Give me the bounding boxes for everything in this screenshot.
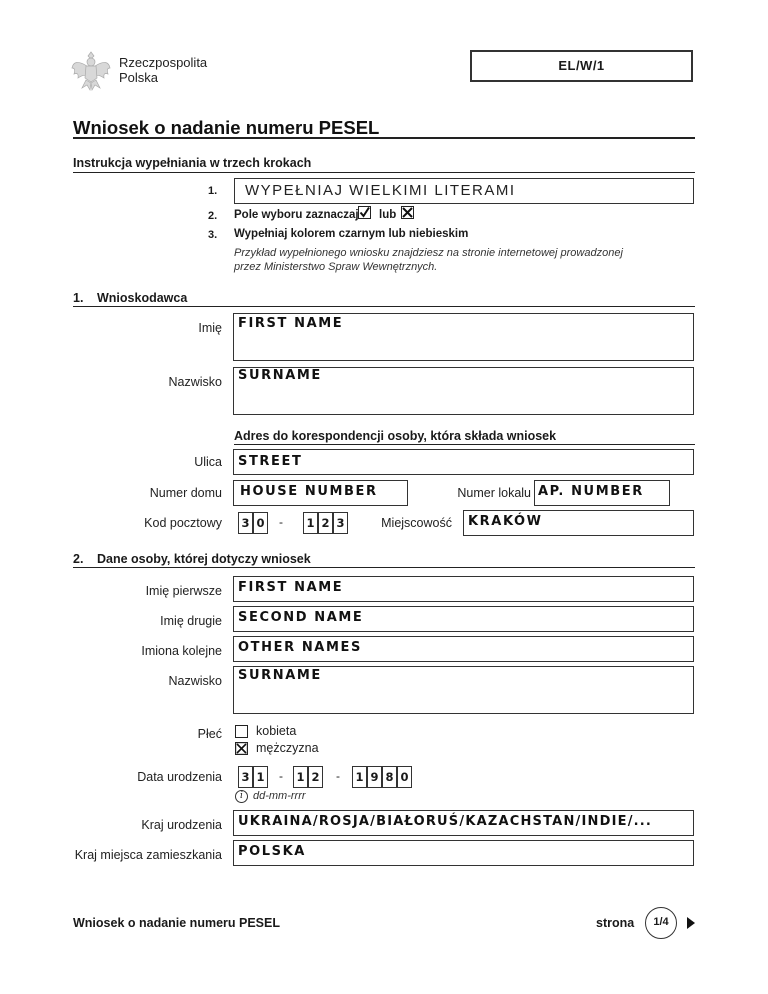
s2-other-names-label: Imiona kolejne — [141, 644, 222, 658]
step-2-text: Pole wyboru zaznaczaj — [234, 209, 359, 221]
house-number-value: HOUSE NUMBER — [240, 484, 378, 499]
dob-digit[interactable]: 3 — [238, 766, 253, 788]
s2-second-name-value: SECOND NAME — [238, 610, 364, 625]
org-name-line2: Polska — [119, 70, 159, 85]
address-heading: Adres do korespondencji osoby, która składa wniosek — [234, 429, 557, 443]
section1-number: 1. — [73, 291, 84, 305]
dob-digit[interactable]: 0 — [397, 766, 412, 788]
dob-hint: dd-mm-rrrr — [253, 790, 306, 802]
sex-label: Płeć — [197, 727, 222, 741]
step-3-text: Wypełniaj kolorem czarnym lub niebieskim — [234, 228, 469, 240]
sex-male-label: mężczyzna — [256, 741, 319, 755]
birth-country-value: UKRAINA/ROSJA/BIAŁORUŚ/KAZACHSTAN/INDIE/... — [238, 814, 653, 829]
postal-digit[interactable]: 3 — [238, 512, 253, 534]
postal-digit[interactable]: 2 — [318, 512, 333, 534]
s2-second-name-label: Imię drugie — [160, 614, 222, 628]
address-rule — [234, 444, 695, 445]
page-word: strona — [596, 916, 635, 930]
eagle-emblem-icon — [70, 48, 112, 92]
page-number-badge — [645, 907, 677, 939]
footer-title: Wniosek o nadanie numeru PESEL — [73, 916, 280, 930]
dob-digit[interactable]: 8 — [382, 766, 397, 788]
postal-code-label: Kod pocztowy — [144, 516, 222, 530]
info-icon-glyph: i — [240, 791, 243, 801]
postal-digit[interactable]: 1 — [303, 512, 318, 534]
section2-rule — [73, 567, 695, 568]
apartment-number-label: Numer lokalu — [457, 486, 531, 500]
dob-label: Data urodzenia — [137, 770, 222, 784]
section2-title: Dane osoby, której dotyczy wniosek — [97, 552, 311, 566]
section2-number: 2. — [73, 552, 84, 566]
step-2-or: lub — [379, 209, 397, 221]
step-1-box — [234, 178, 694, 204]
dob-digit[interactable]: 1 — [293, 766, 308, 788]
s1-surname-label: Nazwisko — [168, 375, 222, 389]
dob-digit[interactable]: 1 — [253, 766, 268, 788]
step-1-number: 1. — [208, 185, 218, 197]
s2-other-names-value: OTHER NAMES — [238, 640, 362, 655]
dob-digit[interactable]: 9 — [367, 766, 382, 788]
cross-example-icon — [401, 206, 414, 219]
instructions-rule — [73, 172, 695, 173]
house-number-label: Numer domu — [149, 486, 222, 500]
s1-surname-value: SURNAME — [238, 368, 322, 383]
org-name-line1: Rzeczpospolita — [119, 55, 208, 70]
street-label: Ulica — [194, 455, 222, 469]
title-rule — [73, 137, 695, 139]
form-code-box — [470, 50, 693, 82]
dob-separator: - — [336, 769, 340, 783]
city-label: Miejscowość — [381, 516, 452, 530]
postal-separator: - — [279, 515, 283, 529]
step-3-number: 3. — [208, 229, 218, 241]
s2-first-name-value: FIRST NAME — [238, 580, 344, 595]
s1-first-name-value: FIRST NAME — [238, 316, 344, 331]
section1-rule — [73, 306, 695, 307]
next-page-arrow-icon[interactable] — [686, 916, 696, 930]
instructions-note-line2: przez Ministerstwo Spraw Wewnętrznych. — [234, 261, 438, 273]
page-number: 1/4 — [653, 916, 669, 928]
instructions-heading: Instrukcja wypełniania w trzech krokach — [73, 156, 312, 170]
form-code: EL/W/1 — [558, 58, 605, 73]
dob-digit[interactable]: 1 — [352, 766, 367, 788]
dob-digit[interactable]: 2 — [308, 766, 323, 788]
section1-title: Wnioskodawca — [97, 291, 188, 305]
postal-digit[interactable]: 3 — [333, 512, 348, 534]
s1-first-name-label: Imię — [198, 321, 222, 335]
sex-male-checkbox[interactable] — [235, 742, 248, 755]
checkmark-example-icon — [358, 206, 371, 219]
instructions-note-line1: Przykład wypełnionego wniosku znajdziesz na stronie internetowej prowadzonej — [234, 247, 623, 259]
birth-country-label: Kraj urodzenia — [141, 818, 222, 832]
s2-first-name-label: Imię pierwsze — [145, 584, 222, 598]
dob-separator: - — [279, 769, 283, 783]
s2-surname-value: SURNAME — [238, 668, 322, 683]
apartment-number-value: AP. NUMBER — [538, 484, 644, 499]
residence-country-value: POLSKA — [238, 844, 306, 859]
s2-surname-label: Nazwisko — [168, 674, 222, 688]
step-1-text: WYPEŁNIAJ WIELKIMI LITERAMI — [245, 182, 516, 199]
residence-country-label: Kraj miejsca zamieszkania — [74, 848, 222, 862]
page-title: Wniosek o nadanie numeru PESEL — [73, 117, 380, 138]
step-2-number: 2. — [208, 210, 218, 222]
city-value: KRAKÓW — [468, 514, 543, 529]
postal-digit[interactable]: 0 — [253, 512, 268, 534]
sex-female-label: kobieta — [256, 724, 297, 738]
sex-female-checkbox[interactable] — [235, 725, 248, 738]
street-value: STREET — [238, 454, 303, 469]
info-icon — [235, 790, 248, 803]
